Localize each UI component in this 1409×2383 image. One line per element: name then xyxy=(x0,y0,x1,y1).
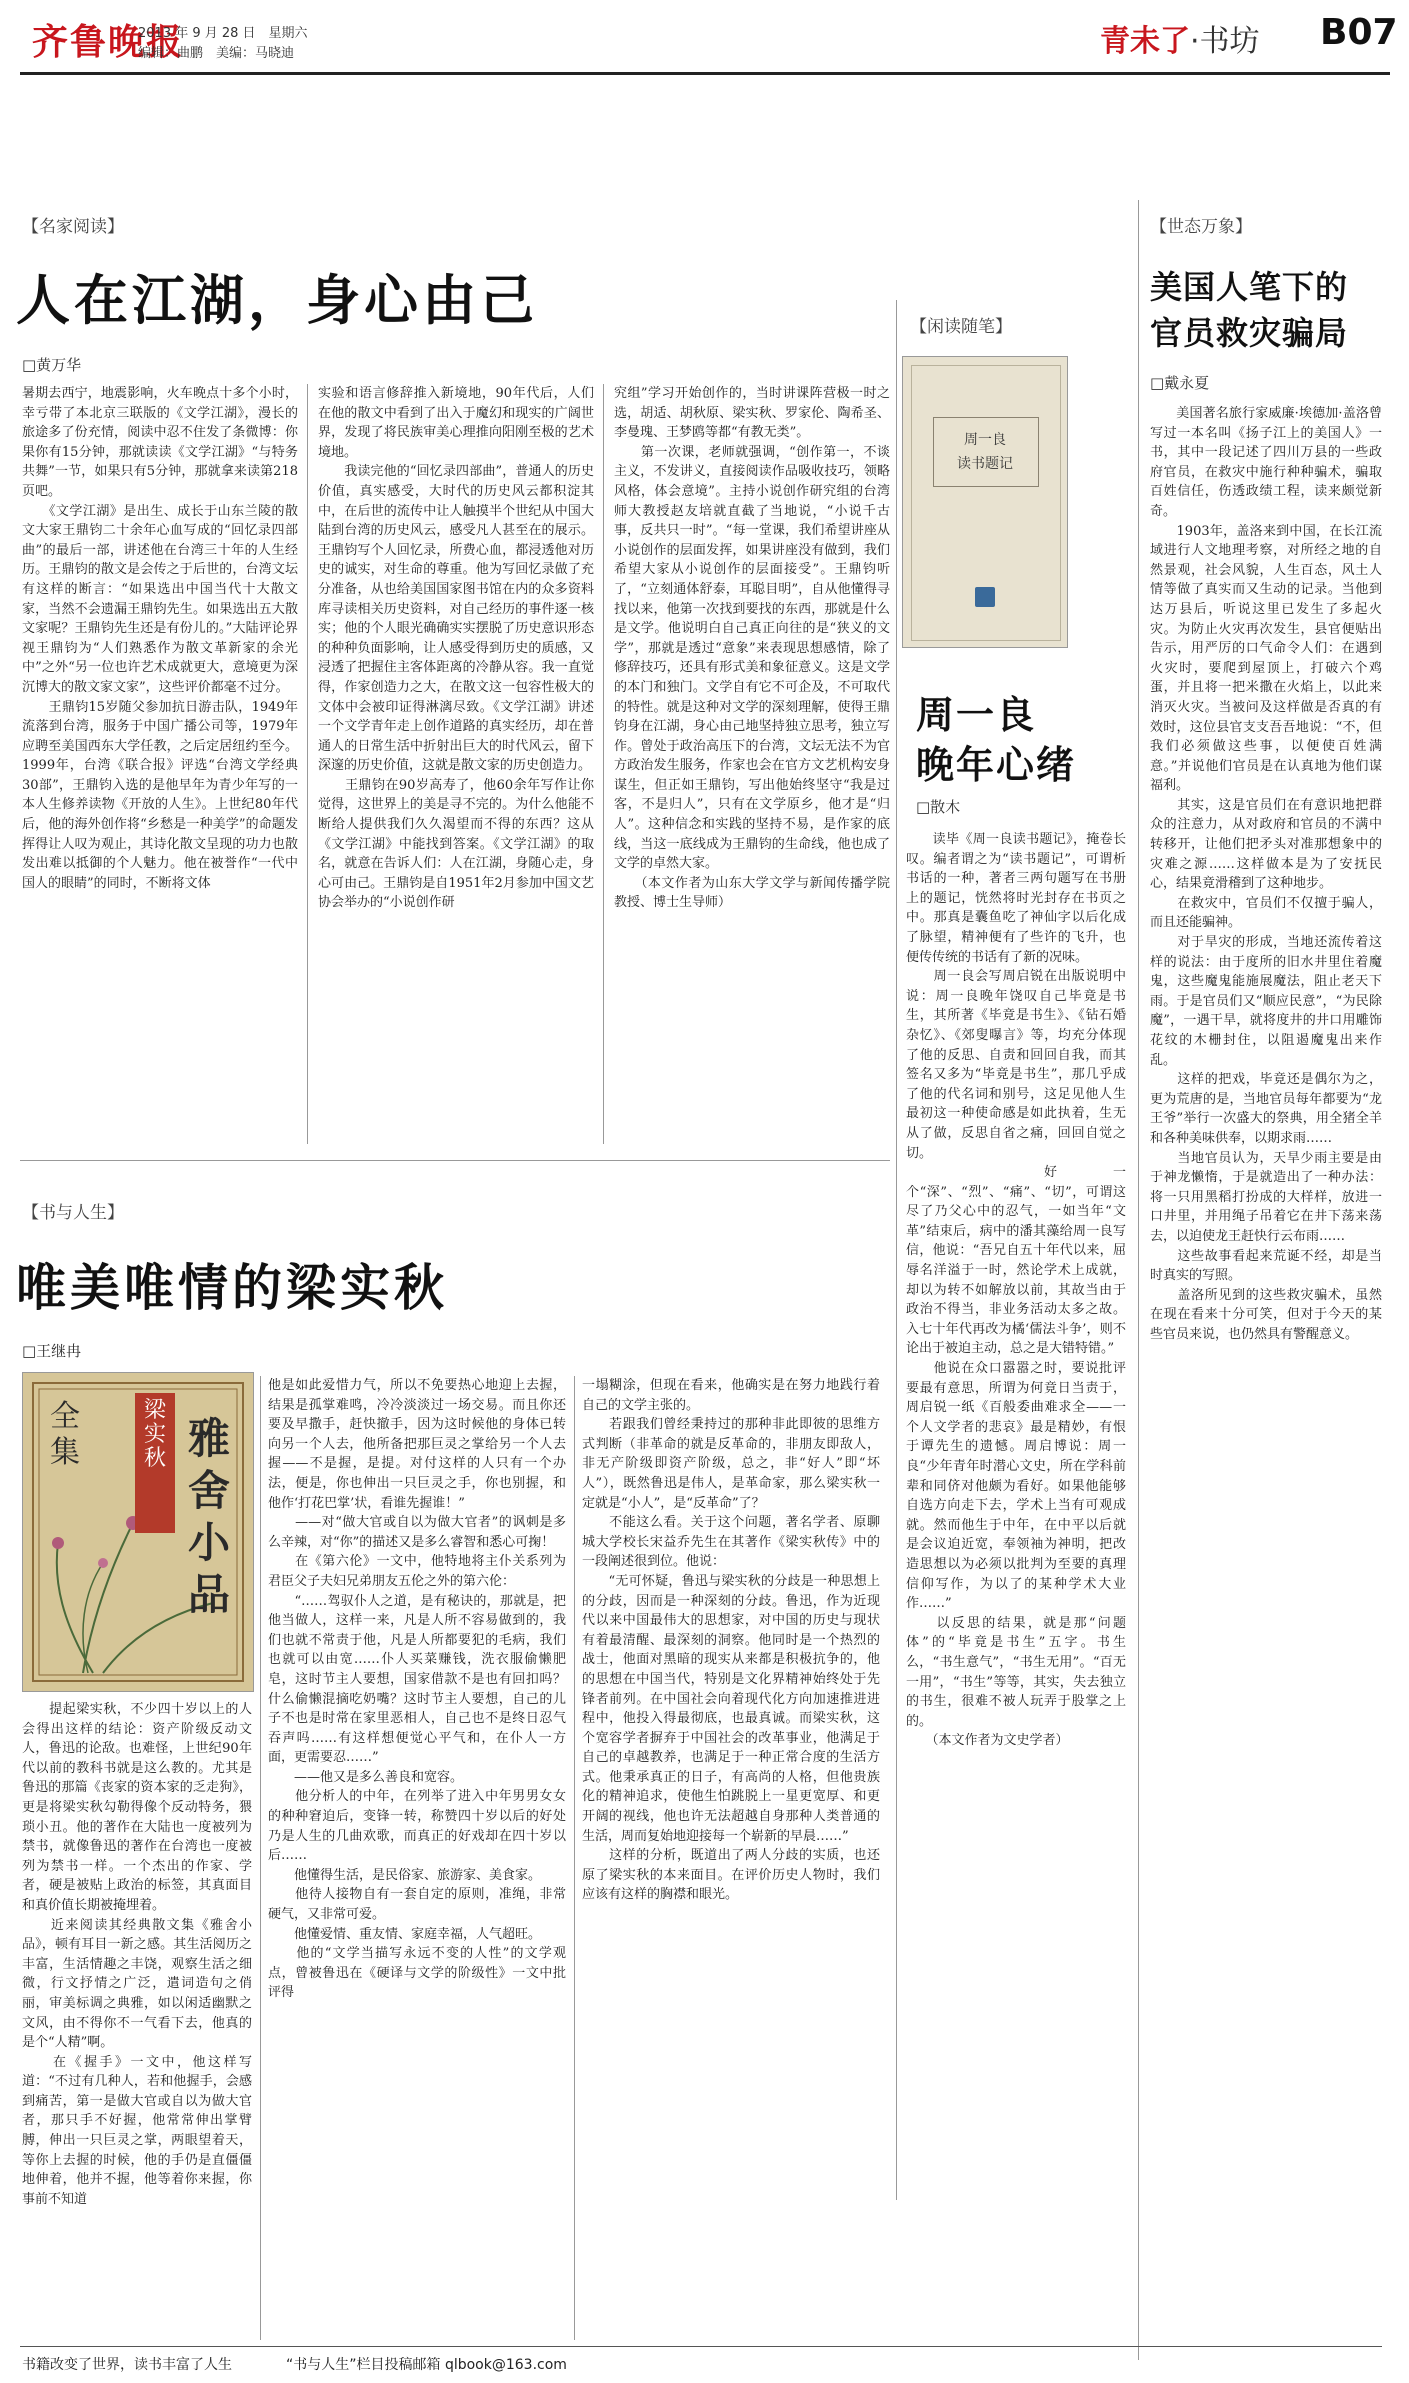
article2-column-1: 提起梁实秋，不少四十岁以上的人会得出这样的结论：资产阶级反动文人，鲁迅的论敌。也难怪，上世纪90年代以前的教科书就是这么教的。尤其是鲁迅的那篇《丧家的资本家的乏走狗》，更是将梁实秋勾勒得像个反动特务，猥琐小丑。他的著作在大陆也一度被列为禁书，就像鲁迅的著作在台湾也一度被列为禁书一样。一个杰出的作家、学者，硬是被贴上政治的标签，其真面目和真价值长期被掩埋着。 近来阅读其经典散文集《雅舍小品》，顿有耳目一新之感。其生活阅历之丰富，生活情趣之丰饶，观察生活之细微，行文抒情之广泛，遣词造句之俏丽，审美标调之典雅，如以闲适幽默之文风，由不得你不一气看下去，他真的是个“人精”啊。 在《握手》一文中，他这样写道：“不过有几种人，若和他握手，会感到痛苦，第一是做大官或自以为做大官者，那只手不好握，他常常伸出掌臂膊，伸出一只巨灵之掌，两眼望着天，等你上去握的时候，他的手仍是直僵僵地伸着，他并不握，他等着你来握，你事前不知道 xyxy=(22,1702,252,2207)
footer-rule xyxy=(20,2346,1382,2347)
article2-byline: □王继冉 xyxy=(22,1342,82,1360)
cover-tag: 全集 xyxy=(50,1399,80,1470)
issue-date: 2013 年 9 月 28 日 星期六 xyxy=(138,26,308,41)
header-rule xyxy=(20,72,1390,75)
masthead: 齐鲁晚报 xyxy=(32,21,185,63)
publisher-logo xyxy=(975,587,995,607)
cover-line-1: 周一良 xyxy=(964,432,1006,448)
article1-title: 人在江湖，身心由己 xyxy=(16,269,538,332)
footer-slogan: 书籍改变了世界，读书丰富了人生 xyxy=(22,2357,232,2373)
column-divider xyxy=(603,384,604,1144)
column-divider xyxy=(260,1376,261,2340)
column-divider xyxy=(307,384,308,1144)
section-title xyxy=(1100,16,1260,60)
article1-column-2: 实验和语言修辞推入新境地，90年代后，人们在他的散文中看到了出入于魔幻和现实的广阔世界，发现了将民族审美心理推向阳刚至极的艺术境地。 我读完他的“回忆录四部曲”，普通人的历史价值，真实感受，大时代的历史风云都积淀其中，在后世的流传中让人触摸半个世纪从中国大陆到台湾的历史风云，感受凡人甚至在的展示。王鼎钧写个人回忆录，所费心血，都浸透他对历史的诚实，对生命的尊重。他为写回忆录做了充分准备，从也给美国国家图书馆在内的众多资料库寻读相关历史资料，对自己经历的事件逐一核实；他的个人眼光确确实实摆脱了历史意识形态的种种负面影响，让人感受得到历史的质感，又浸透了把握住主客体距离的冷静从容。我一直觉得，作家创造力之大，在散文这一包容性极大的文体中会被印证得淋漓尽致。《文学江湖》讲述一个文学青年走上创作道路的真实经历，却在普通人的日常生活中折射出巨大的时代风云，留下深邃的历史价值，这就是散文家的历史创造力。 王鼎钧在90岁高寿了，他60余年写作让你觉得，这世界上的美是寻不完的。为什么他能不断给人提供我们久久渴望而不得的东西？这从《文学江湖》中能找到答案。《文学江湖》的取名，就意在告诉人们：人在江湖，身随心走，身心可由己。王鼎钧是自1951年2月参加中国文艺协会举办的“小说创作研 xyxy=(318,386,594,911)
article2-column-3: 一塌糊涂，但现在看来，他确实是在努力地践行着自己的文学主张的。 若跟我们曾经秉持过的那种非此即彼的思维方式判断（非革命的就是反革命的，非朋友即敌人，非无产阶级即资产阶级，总之，非“好人”即“坏人”），既然鲁迅是伟人，是革命家，那么梁实秋一定就是“小人”，是“反革命”了？ 不能这么看。关于这个问题，著名学者、原聊城大学校长宋益乔先生在其著作《梁实秋传》中的一段阐述很到位。他说： “无可怀疑，鲁迅与梁实秋的分歧是一种思想上的分歧，因而是一种深刻的分歧。鲁迅，作为近现代以来中国最伟大的思想家，对中国的历史与现状有着最清醒、最深刻的洞察。他同时是一个热烈的战士，他面对黑暗的现实从来都是积极抗争的，他的思想在中国当代，特别是文化界精神始终处于先锋者前列。在中国社会向着现代化方向加速推进进程中，他投入得最彻底，也最真诚。而梁实秋，这个宽容学者摒弃于中国社会的改革事业，他满足于自己的卓越教养，也满足于一种正常合度的生活方式。他秉承真正的日子，有高尚的人格，但他贵族化的精神追求，使他生怕跳脱上一星更宽厚、和更开阔的视线，他也许无法超越自身那种人类普通的生活，周而复始地迎接每一个崭新的早晨……” 这样的分析，既道出了两人分歧的实质，也还原了梁实秋的本来面目。在评价历史人物时，我们应该有这样的胸襟和眼光。 xyxy=(582,1378,880,1903)
column-divider xyxy=(574,1376,575,2340)
footer-contribution-email: “书与人生”栏目投稿邮箱 qlbook@163.com xyxy=(286,2357,567,2373)
section-name: 青未了 xyxy=(1100,24,1190,59)
article1-column-1: 暑期去西宁，地震影响，火车晚点十多个小时，幸亏带了本北京三联版的《文学江湖》，漫长的旅途多了份充情，阅读中忍不住发了条微博：你果你有15分钟，那就读读《文学江湖》“与特务共舞”一节，如果只有5分钟，那就拿来读第218页吧。 《文学江湖》是出生、成长于山东兰陵的散文大家王鼎钧二十余年心血写成的“回忆录四部曲”的最后一部，讲述他在台湾三十年的人生经历。王鼎钧的散文是会传之于后世的，台湾文坛有这样的断言：“如果选出中国当代十大散文家，当然不会遗漏王鼎钧先生。如果选出五大散文家呢？王鼎钧先生还是有份儿的。”大陆评论界视王鼎钧为“人们熟悉作为散文革新家的余光中”之外“另一位也许艺术成就更大，意境更为深沉博大的散文家文家”，这些评价都毫不过分。 王鼎钧15岁随父参加抗日游击队，1949年流落到台湾，服务于中国广播公司等，1979年应聘至美国西东大学任教，之后定居纽约至今。1999年，台湾《联合报》评选“台湾文学经典30部”，王鼎钧入选的是他早年为青少年写的一本人生修养读物《开放的人生》。上世纪80年代后，他的海外创作将“乡愁是一种美学”的命题发挥得让人叹为观止，其诗化散文呈现的功力也散发出难以抵御的个人魅力。他在被誉作“一代中国人的眼睛”的同时，不断将文体 xyxy=(22,386,298,891)
column-divider xyxy=(896,300,897,2200)
cover-label-box xyxy=(933,417,1039,487)
cover-title: 雅舍小品 xyxy=(187,1414,230,1619)
article4-column: 美国著名旅行家威廉·埃德加·盖洛曾写过一本名叫《扬子江上的美国人》一书，其中一段记述了四川万县的一些政府官员，在救灾中施行种种骗术，骗取百姓信任，伤透政绩工程，读来颇觉新奇。 1903年，盖洛来到中国，在长江流域进行人文地理考察，对所经之地的自然景观，社会风貌，人生百态，风土人情等做了真实而又生动的记录。当他到达万县后，听说这里已发生了多起火灾。为防止火灾再次发生，县官便贴出告示，用严厉的口气命令人们：在遇到火灾时，要爬到屋顶上，打破六个鸡蛋，并且将一把米撒在火焰上，以此来消灭火灾。当被问及这样做是否真的有效时，这位县官支支吾吾地说：“不，但我们必须做这些事，以便使百姓满意。”并说他们官员是在认真地为他们谋福利。 其实，这是官员们在有意识地把群众的注意力，从对政府和官员的不满中转移开，让他们把矛头对准那想象中的灾难之源……这样做本是为了安抚民心，结果竟滑稽到了这种地步。 在救灾中，官员们不仅擅于骗人，而且还能骗神。 对于旱灾的形成，当地还流传着这样的说法：由于度所的旧水井里住着魔鬼，这些魔鬼能施展魔法，阻止老天下雨。于是官员们又“顺应民意”，“为民除魔”，一遇干旱，就将度井的井口用雕饰花纹的木栅封住，以阻遏魔鬼出来作乱。 这样的把戏，毕竟还是偶尔为之，更为荒唐的是，当地官员每年都要为“龙王爷”举行一次盛大的祭典，用全猪全羊和各种美味供奉，以期求雨…… 当地官员认为，天旱少雨主要是由于神龙懒惰，于是就造出了一种办法：将一只用黑稻打扮成的大样样，放进一口井里，并用绳子吊着它在井下荡来荡去，以迫使龙王赶快行云布雨…… 这些故事看起来荒诞不经，却是当时真实的写照。 盖洛所见到的这些救灾骗术，虽然在现在看来十分可笑，但对于今天的某些官员来说，也仍然具有警醒意义。 xyxy=(1150,406,1382,1342)
cover-line-2: 读书题记 xyxy=(957,456,1013,472)
editors-line: 编辑：曲鹏 美编：马晓迪 xyxy=(138,46,295,61)
book-cover-zhouyiliang xyxy=(902,356,1068,648)
article1-tag: 【名家阅读】 xyxy=(22,217,124,237)
section-sub: ·书坊 xyxy=(1190,24,1260,59)
cover-author: 梁实秋 xyxy=(143,1398,166,1471)
article3-tag: 【闲读随笔】 xyxy=(910,317,1012,337)
article3-column: 读毕《周一良读书题记》，掩卷长叹。编者谓之为“读书题记”，可谓析书话的一种，著者三两句题写在书册上的题记，恍然将时光封存在书页之中。那真是囊鱼吃了神仙字以后化成了脉望，精神便有了些许的飞升，也便传传统的书话有了新的况味。 周一良会写周启锐在出版说明中说：周一良晚年饶叹自己毕竟是书生，其所著《毕竟是书生》、《钻石婚杂忆》、《郊叟曝言》等，均充分体现了他的反思、自责和回回自我，而其签名又多为“毕竟是书生”，那几乎成了他的代名词和别号，这足见他人生最初这一种使命感是如此执着，生无从了做，反思自省之痛，回回自觉之切。 好一个“深”、“烈”、“痛”、“切”，可谓这尽了乃父心中的忍气，一如当年“文革”结束后，病中的潘其藻给周一良写信，他说：“吾兄自五十年代以来，屈辱名洋溢于一时，然论学术上成就，却以为转不如解放以前，其故当由于政治不得当，非业务活动太多之故。入七十年代再改为橘‘儒法斗争’，则不论出于被迫主动，总之是大错特错。” 他说在众口嚣嚣之时，要说批评要最有意思，所谓为何竟日当责于，周启锐一纸《百般委曲难求全——一个人文学者的悲哀》最是精妙，有恨于谭先生的遗憾。周启博说：周一良“少年青年时潜心文史，所在学科前辈和同侪对他颇为看好。如果他能够自选方向走下去，学术上当有可观成就。然而他生于中年，在中平以后就是会议迫近宽，奉领袖为神明，把改造思想以为必须以批判为至要的真理信仰写作，为以了的某种学术大业作……” 以反思的结果，就是那“问题体”的“毕竟是书生”五字。书生么，“书生意气”，“书生无用”。“百无一用”，“书生”等等，其实，失去独立的书生，很难不被人玩弄于股掌之上的。 （本文作者为文史学者） xyxy=(906,832,1126,1749)
article4-title-line2: 官员救灾骗局 xyxy=(1150,314,1349,352)
page-number: B07 xyxy=(1320,12,1398,53)
article1-byline: □黄万华 xyxy=(22,356,82,374)
article2-column-2: 他是如此爱惜力气，所以不免要热心地迎上去握，结果是孤掌难鸣，冷冷淡淡过一场交易。而且你还要及早撒手，赶快撤手，因为这时候他的身体已转向另一个人去，他所备把那巨灵之掌给另一个人去握——不是握，是提。对付这样的人只有一个办法，便是，你也伸出一只巨灵之手，你也别握，和他作‘打花巴掌’状，看谁先握谁！” ——对“做大官或自以为做大官者”的讽刺是多么辛辣，对“你”的描述又是多么睿智和悉心可掬！ 在《第六伦》一文中，他特地将主仆关系列为君臣父子夫妇兄弟朋友五伦之外的第六伦： “……驾驭仆人之道，是有秘诀的，那就是，把他当做人，这样一来，凡是人所不容易做到的，我们也就不常责于他，凡是人所都要犯的毛病，我们也就可以由宽……仆人买菜赚钱，洗衣服偷懒肥皂，这时节主人要想，国家借款不是也有回扣吗？什么偷懒混摘吃奶嘴？这时节主人要想，自己的儿子不也是时常在家里恶相人，自己也不是终日忍气吞声吗……有这样想便觉心平气和，在仆人一方面，更需要忍……” ——他又是多么善良和宽容。 他分析人的中年，在列举了进入中年男男女女的种种窘迫后，变锋一转，称赞四十岁以后的好处乃是人生的几曲欢歌，而真正的好戏却在四十岁以后…… 他懂得生活，是民俗家、旅游家、美食家。 他待人接物自有一套自定的原则，准绳，非常硬气，又非常可爱。 他懂爱情、重友情、家庭幸福，人气超旺。 他的“文学当描写永远不变的人性”的文学观点，曾被鲁迅在《硬译与文学的阶级性》一文中批评得 xyxy=(268,1378,566,2001)
article3-title-line1: 周一良 xyxy=(916,693,1037,737)
article4-tag: 【世态万象】 xyxy=(1150,217,1252,237)
article3-byline: □散木 xyxy=(916,798,961,816)
article3-title-line2: 晚年心绪 xyxy=(916,743,1077,787)
article4-title-line1: 美国人笔下的 xyxy=(1150,268,1349,306)
article-divider xyxy=(20,1160,890,1161)
article2-title: 唯美唯情的梁实秋 xyxy=(16,1259,448,1317)
article4-byline: □戴永夏 xyxy=(1150,374,1210,392)
book-cover-yashe xyxy=(22,1372,254,1692)
article1-column-3: 究组”学习开始创作的，当时讲课阵营极一时之选，胡适、胡秋原、梁实秋、罗家伦、陶希圣、李曼瑰、王梦鸥等都“有教无类”。 第一次课，老师就强调，“创作第一，不谈主义，不发讲义，直接阅读作品吸收技巧，领略风格，体会意境”。主持小说创作研究组的台湾师大教授赵友培就直截了当地说，“小说千古事，反共只一时”。“每一堂课，我们希望讲座从小说创作的层面发挥，如果讲座没有做到，我们希望大家从小说创作的层面接受”。王鼎钧听了，“立刻通体舒泰，耳聪目明”，自从他懂得寻找以来，他第一次找到要找的东西，那就是什么是文学。他说明白自己真正向往的是“狭义的文学”，那就是透过“意象”来表现思想感情，除了修辞技巧，还具有形式美和象征意义。这是文学的本门和独门。文学自有它不可企及，不可取代的特性。就是这种对文学的深刻理解，使得王鼎钧身在江湖，身心由己地坚持独立思考，独立写作。曾处于政治高压下的台湾，文坛无法不为官方政治发生服务，作家也会在官方文艺机构安身谋生，但正如王鼎钧，写出他始终坚守“我是过客，不是归人”，只有在文学原乡，他才是“归人”。这种信念和实践的坚持不易，是作家的底线，当这一底线成为王鼎钧的生命线，他也成了文学的卓然大家。 （本文作者为山东大学文学与新闻传播学院教授、博士生导师） xyxy=(614,386,890,911)
article2-tag: 【书与人生】 xyxy=(22,1203,124,1223)
column-divider xyxy=(1138,200,1139,2360)
